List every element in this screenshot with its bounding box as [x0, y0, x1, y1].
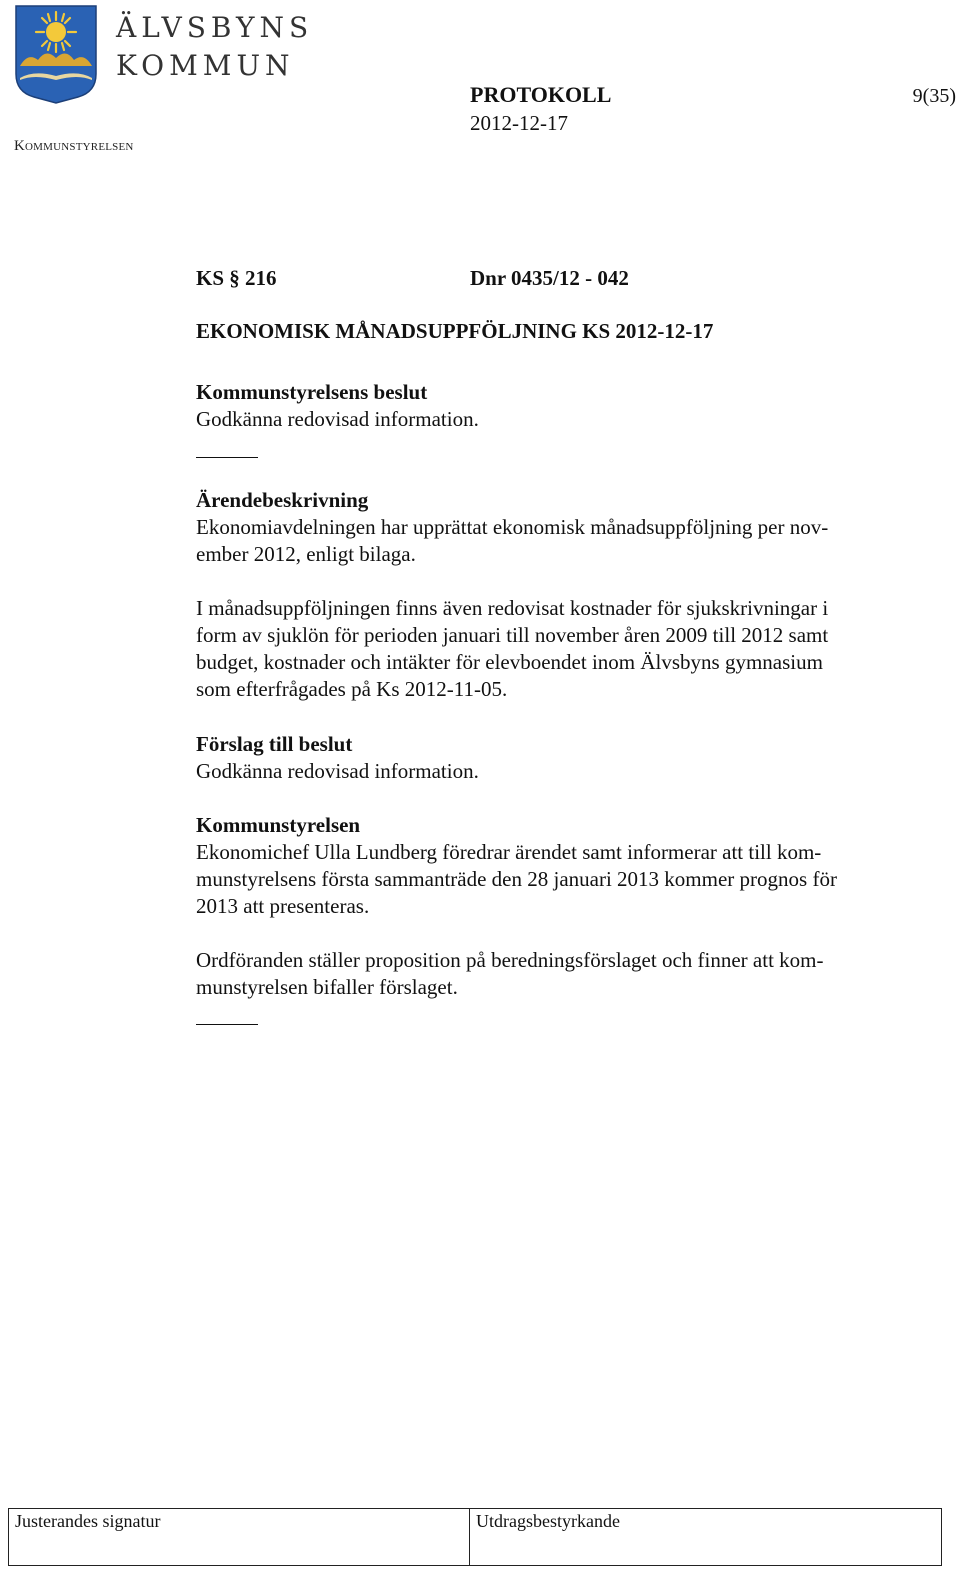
- case-description-line: som efterfrågades på Ks 2012-11-05.: [196, 677, 508, 701]
- document-date: 2012-12-17: [470, 111, 568, 135]
- page-title: EKONOMISK MÅNADSUPPFÖLJNING KS 2012-12-17: [196, 319, 714, 343]
- document-type: PROTOKOLL: [470, 82, 612, 107]
- signature-footer: [8, 1508, 942, 1566]
- signature-cell: [9, 1509, 470, 1565]
- board-text-line: Ordföranden ställer proposition på beredningsförslaget och finner att kom-: [196, 948, 824, 972]
- department-label: Kommunstyrelsen: [14, 138, 134, 154]
- extract-cell: [470, 1509, 941, 1565]
- case-description-line: budget, kostnader och intäkter för elevboendet inom Älvsbyns gymnasium: [196, 650, 823, 674]
- board-text-line: munstyrelsens första sammanträde den 28 januari 2013 kommer prognos för: [196, 867, 837, 891]
- decision-text: Godkänna redovisad information.: [196, 407, 479, 431]
- case-description-line: ember 2012, enligt bilaga.: [196, 542, 416, 566]
- case-description-heading: Ärendebeskrivning: [196, 488, 369, 512]
- signature-label: Justerandes signatur: [15, 1511, 161, 1531]
- ks-paragraph-number: KS § 216: [196, 266, 277, 290]
- section-divider: [196, 457, 258, 458]
- section-divider: [196, 1024, 258, 1025]
- board-text-line: Ekonomichef Ulla Lundberg föredrar ärendet samt informerar att till kom-: [196, 840, 822, 864]
- org-name-line1: ÄLVSBYNS: [116, 11, 314, 44]
- case-description-line: form av sjuklön för perioden januari till november åren 2009 till 2012 samt: [196, 623, 829, 647]
- page-number: 9(35): [912, 85, 956, 107]
- case-description-line: Ekonomiavdelningen har upprättat ekonomisk månadsuppföljning per nov-: [196, 515, 829, 539]
- board-text-line: munstyrelsen bifaller förslaget.: [196, 975, 458, 999]
- org-name-line2: KOMMUN: [116, 49, 295, 82]
- proposal-heading: Förslag till beslut: [196, 732, 353, 756]
- board-text-line: 2013 att presenteras.: [196, 894, 370, 918]
- extract-label: Utdragsbestyrkande: [476, 1511, 620, 1531]
- proposal-text: Godkänna redovisad information.: [196, 759, 479, 783]
- decision-heading: Kommunstyrelsens beslut: [196, 380, 428, 404]
- board-heading: Kommunstyrelsen: [196, 813, 361, 837]
- coat-of-arms-icon: [14, 4, 98, 104]
- diary-number: Dnr 0435/12 - 042: [470, 266, 629, 290]
- case-description-line: I månadsuppföljningen finns även redovisat kostnader för sjukskrivningar i: [196, 596, 829, 620]
